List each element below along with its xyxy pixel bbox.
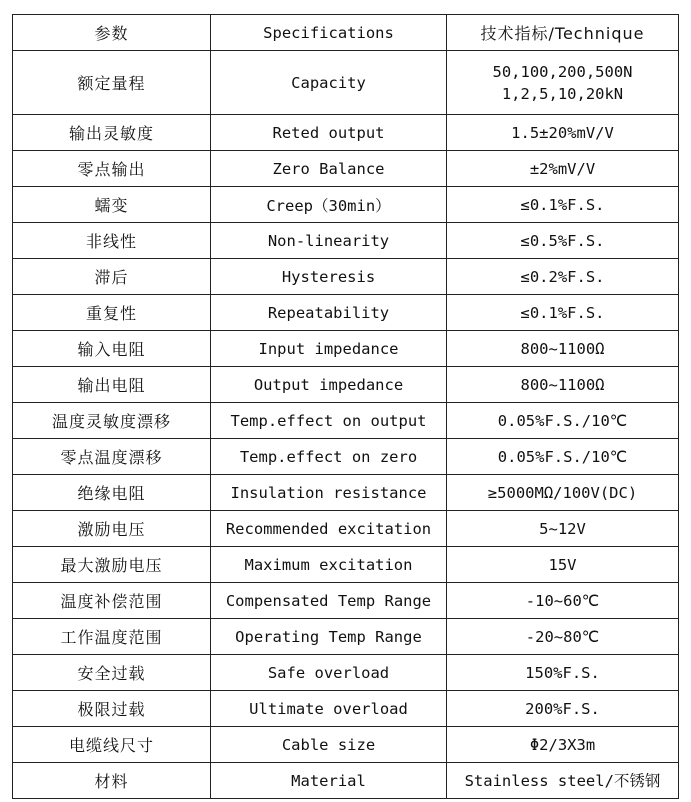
param-cell: 安全过载 — [13, 655, 211, 691]
param-cell: 额定量程 — [13, 51, 211, 115]
param-cell: 非线性 — [13, 223, 211, 259]
value-cell: 800~1100Ω — [447, 367, 679, 403]
table-row — [13, 331, 679, 367]
header-spec: Specifications — [211, 15, 447, 51]
param-cell: 零点输出 — [13, 151, 211, 187]
table-row — [13, 115, 679, 151]
table-row — [13, 691, 679, 727]
spec-cell: Material — [211, 763, 447, 799]
value-cell: Φ2/3X3m — [447, 727, 679, 763]
table-row — [13, 367, 679, 403]
table-row — [13, 295, 679, 331]
spec-cell: Safe overload — [211, 655, 447, 691]
param-cell: 重复性 — [13, 295, 211, 331]
table-row — [13, 223, 679, 259]
param-cell: 输出电阻 — [13, 367, 211, 403]
spec-cell: Operating Temp Range — [211, 619, 447, 655]
value-cell: 5~12V — [447, 511, 679, 547]
table-row — [13, 619, 679, 655]
table-row — [13, 727, 679, 763]
spec-cell: Recommended excitation — [211, 511, 447, 547]
spec-cell: Reted output — [211, 115, 447, 151]
header-technique: 技术指标/Technique — [447, 15, 679, 51]
value-cell: ≤0.5%F.S. — [447, 223, 679, 259]
table-row — [13, 583, 679, 619]
header-param: 参数 — [13, 15, 211, 51]
table-row — [13, 51, 679, 115]
param-cell: 最大激励电压 — [13, 547, 211, 583]
table-row — [13, 151, 679, 187]
table-row — [13, 511, 679, 547]
spec-cell: Hysteresis — [211, 259, 447, 295]
value-cell: 800~1100Ω — [447, 331, 679, 367]
param-cell: 工作温度范围 — [13, 619, 211, 655]
value-cell: ≤0.1%F.S. — [447, 187, 679, 223]
value-line-2: 1,2,5,10,20kN — [501, 84, 624, 103]
spec-cell: Compensated Temp Range — [211, 583, 447, 619]
spec-cell: Temp.effect on zero — [211, 439, 447, 475]
value-cell: 0.05%F.S./10℃ — [447, 439, 679, 475]
value-cell: 200%F.S. — [447, 691, 679, 727]
spec-cell: Cable size — [211, 727, 447, 763]
table-row — [13, 763, 679, 799]
param-cell: 电缆线尺寸 — [13, 727, 211, 763]
param-cell: 材料 — [13, 763, 211, 799]
param-cell: 温度补偿范围 — [13, 583, 211, 619]
param-cell: 零点温度漂移 — [13, 439, 211, 475]
value-cell: 15V — [447, 547, 679, 583]
table-row — [13, 439, 679, 475]
table-row — [13, 259, 679, 295]
param-cell: 极限过载 — [13, 691, 211, 727]
param-cell: 温度灵敏度漂移 — [13, 403, 211, 439]
param-cell: 激励电压 — [13, 511, 211, 547]
value-cell — [447, 51, 679, 115]
spec-cell: Zero Balance — [211, 151, 447, 187]
spec-cell: Temp.effect on output — [211, 403, 447, 439]
spec-cell: Ultimate overload — [211, 691, 447, 727]
param-cell: 绝缘电阻 — [13, 475, 211, 511]
table-row — [13, 547, 679, 583]
value-cell: 1.5±20%mV/V — [447, 115, 679, 151]
value-cell: ≤0.1%F.S. — [447, 295, 679, 331]
param-cell: 滞后 — [13, 259, 211, 295]
spec-cell: Repeatability — [211, 295, 447, 331]
value-cell: Stainless steel/不锈钢 — [447, 763, 679, 799]
value-cell: ≥5000MΩ/100V(DC) — [447, 475, 679, 511]
param-cell: 输入电阻 — [13, 331, 211, 367]
table-header-row — [13, 15, 679, 51]
specifications-table — [12, 14, 679, 799]
value-cell: -10~60℃ — [447, 583, 679, 619]
spec-cell: Capacity — [211, 51, 447, 115]
value-cell: 0.05%F.S./10℃ — [447, 403, 679, 439]
param-cell: 蠕变 — [13, 187, 211, 223]
table-row — [13, 187, 679, 223]
table-row — [13, 655, 679, 691]
spec-cell: Non-linearity — [211, 223, 447, 259]
value-cell: ≤0.2%F.S. — [447, 259, 679, 295]
spec-cell: Output impedance — [211, 367, 447, 403]
spec-cell: Creep（30min） — [211, 187, 447, 223]
table-row — [13, 475, 679, 511]
spec-cell: Insulation resistance — [211, 475, 447, 511]
value-cell: 150%F.S. — [447, 655, 679, 691]
spec-cell: Input impedance — [211, 331, 447, 367]
value-cell: ±2%mV/V — [447, 151, 679, 187]
value-cell: -20~80℃ — [447, 619, 679, 655]
table-row — [13, 403, 679, 439]
spec-cell: Maximum excitation — [211, 547, 447, 583]
value-line-1: 50,100,200,500N — [492, 62, 633, 81]
param-cell: 输出灵敏度 — [13, 115, 211, 151]
